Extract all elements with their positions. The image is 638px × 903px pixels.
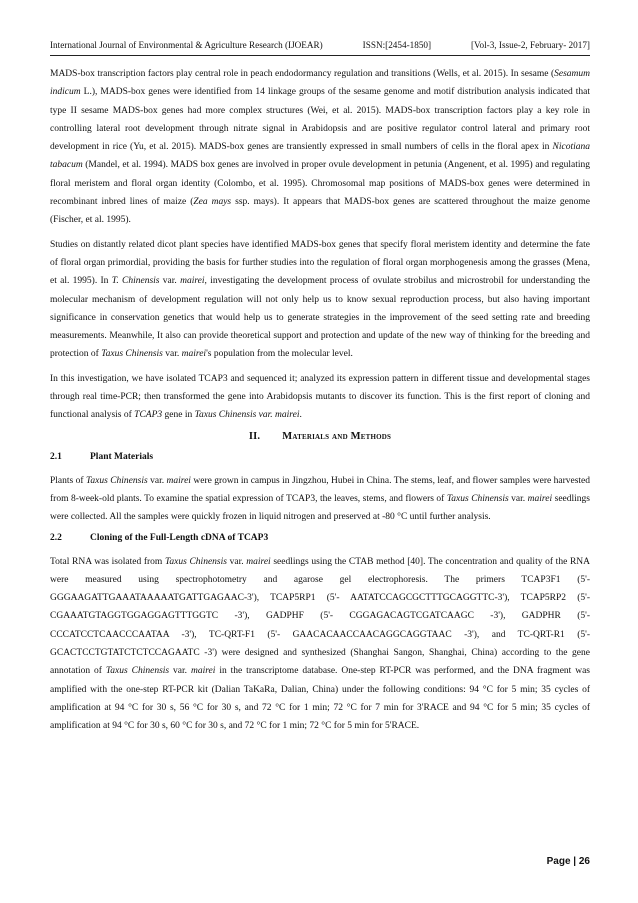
italic-text: mairei [181, 349, 207, 360]
section-heading [50, 431, 590, 442]
italic-text: Taxus Chinensis [101, 349, 163, 360]
text-run: 's population from the molecular level. [206, 349, 353, 360]
subsection-heading [50, 452, 590, 462]
italic-text: Taxus Chinensis var. mairei [194, 410, 300, 421]
subsection-title: Plant Materials [90, 451, 154, 462]
italic-text: Taxus Chinensis [164, 556, 227, 567]
italic-text: Nicotiana tabacum [50, 142, 590, 171]
text-run: were grown in campus in Jingzhou, Hubei in China. The stems, leaf, and flower samples were harvested from 8-week-old plants. To examine the spatial expression of TCAP3, the leaves, stems, and flowers of [50, 475, 591, 504]
paragraph [50, 370, 590, 425]
italic-text: Taxus Chinensis [105, 666, 170, 677]
text-run: var. [159, 276, 181, 287]
italic-text: T. Chinensis [111, 276, 160, 287]
text-run: Studies on distantly related dicot plant species have identified MADS-box genes that specify floral meristem identity and determine the fate of floral organ primordial, providing the basis for further studies into the regulation of floral organ morphogenesis among the grasses (Mena, et al. 1995). In [50, 239, 590, 287]
paragraph [50, 65, 590, 230]
italic-text: mairei [246, 556, 271, 567]
subsection-number: 2.1 [50, 451, 62, 462]
subsection-number: 2.2 [50, 532, 62, 543]
paragraph [50, 472, 590, 527]
journal-name: International Journal of Environmental & Agriculture Research (IJOEAR) [50, 40, 323, 50]
issn: ISSN:[2454-1850] [362, 40, 432, 50]
text-run: var. [147, 475, 167, 486]
italic-text: mairei [527, 493, 553, 504]
text-run: Plants of [50, 475, 86, 486]
text-run: ssp. mays). It appears that MADS-box genes are scattered throughout the maize genome (Fischer, et al. 1995). [50, 197, 590, 226]
article-body [50, 65, 590, 742]
subsection-heading [50, 533, 590, 543]
text-run: , investigating the development process of ovulate strobilus and microstrobil for understanding the molecular mechanism of development regulation will not only help us to know sexual reproduction process, but also having important significance in conservation genetics that would help us to generate strategies in the improvement of the seed setting rate and breeding measurements. Meanwhile, It also can provide theoretical support and protection and update of the new way of thinking for the breeding and protection of [50, 276, 591, 360]
paragraph [50, 236, 590, 364]
text-run: var. [169, 666, 191, 677]
text-run: gene in [162, 410, 195, 421]
italic-text: mairei [190, 666, 216, 677]
text-run: var. [508, 493, 528, 504]
header-rule [50, 55, 590, 56]
section-number: II. [248, 430, 261, 442]
page-number: Page | 26 [546, 856, 590, 867]
text-run: MADS-box transcription factors play central role in peach endodormancy regulation and transitions (Wells, et al. 2015). In sesame ( [50, 69, 555, 79]
italic-text: mairei [166, 475, 191, 486]
text-run: seedlings were collected. All the samples were quickly frozen in liquid nitrogen and preserved at -80 °C until further analysis. [50, 493, 590, 523]
subsection-title: Cloning of the Full-Length cDNA of TCAP3 [90, 532, 269, 543]
text-run: Total RNA was isolated from [50, 556, 165, 567]
italic-text: TCAP3 [134, 410, 163, 421]
section-title: Materials and Methods [282, 430, 392, 442]
text-run: seedlings using the CTAB method [40]. The concentration and quality of the RNA were measured using spectrophotometry and agarose gel electrophoresis. The primers TCAP3F1 (5'-GGGAAGATTGAAATAAAAATGATTGAGAAC-3'), TCAP5RP1 (5'- AATATCCAGCGCTTTGCAGGTTC-3'), TCAP5RP2 (5'- CGAAATGTAGGTGGAGGAGTTTGGTC -3'), GADPHF (5'- CGGAGACAGTCGATCAAGC -3'), GADPHR (5'- CCCATCCTCAACCCAATAA -3'), TC-QRT-F1 (5'- GAACACAACCAACAGGCAGGTAAC -3'), and TC-QRT-R1 (5'- GCACTCCTGTATCTCTCCAGAATC -3') were designed and synthesized (Shanghai Sangon, Shanghai, China) according to the gene annotation of [50, 556, 591, 677]
volume-info: [Vol-3, Issue-2, February- 2017] [471, 40, 590, 50]
text-run: . [299, 410, 302, 421]
italic-text: Taxus Chinensis [85, 475, 148, 486]
italic-text: Taxus Chinensis [446, 493, 509, 504]
text-run: var. [162, 349, 182, 360]
text-run: var. [226, 556, 247, 567]
text-run: In this investigation, we have isolated TCAP3 and sequenced it; analyzed its expression pattern in different tissue and developmental stages through real time-PCR; then transformed the gene into Arabidopsis mutants to discover its function. This is the first report of cloning and functional analysis of [50, 373, 590, 421]
text-run: in the transcriptome database. One-step RT-PCR was performed, and the DNA fragment was amplified with the one-step RT-PCR kit (Dalian TaKaRa, Dalian, China) under the following conditions: 94 °C for 5 min; 35 cycles of amplification at 94 °C for 30 s, 56 °C for 30 s, and 72 °C for 1 min; 72 °C for 7 min for 3'RACE and 94 °C for 5 min; 35 cycles of amplification at 94 °C for 30 s, 60 °C for 30 s, and 72 °C for 1 min; 72 °C for 5 min for 5'RACE. [50, 666, 591, 732]
italic-text: Zea mays [193, 197, 232, 208]
paragraph [50, 553, 590, 736]
italic-text: mairei [180, 276, 205, 287]
page-header [50, 40, 590, 50]
text-run: (Mandel, et al. 1994). MADS box genes are involved in proper ovule development in petunia (Angenent, et al. 1995) and regulating floral meristem and floral organ identity (Colombo, et al. 1995). Chromosomal map positions of MADS-box genes were determined in recombinant inbred lines of maize ( [50, 160, 590, 208]
text-run: L.), MADS-box genes were identified from 14 linkage groups of the sesame genome and motif distribution analysis indicated that type II sesame MADS-box genes had more complex structures (Wei, et al. 2015). MADS-box transcription factors play a key role in controlling lateral root development through nitrate signal in Arabidopsis and are positive regulator control lateral and primary root development in rice (Yu, et al. 2015). MADS-box genes are transiently expressed in small numbers of cells in the floral apex in [50, 87, 590, 153]
italic-text: Sesamum indicum [50, 69, 590, 98]
